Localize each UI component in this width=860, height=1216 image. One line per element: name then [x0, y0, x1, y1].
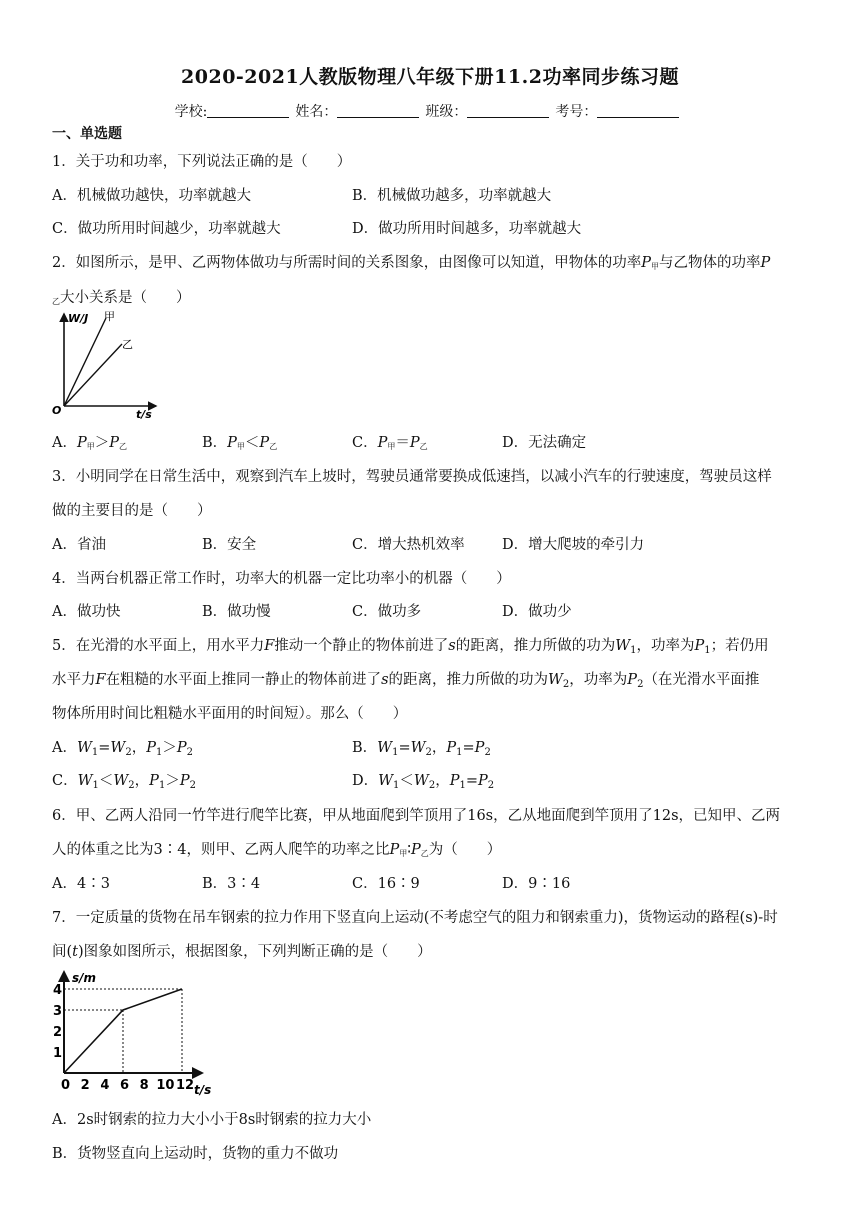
- name-label: 姓名：: [295, 104, 338, 120]
- name-blank[interactable]: [337, 103, 419, 118]
- q2-line-jia: [64, 318, 106, 406]
- q2-work-time-graph: [52, 308, 162, 423]
- q7-x-tick-label: 12: [176, 1078, 195, 1093]
- q1-option-d: D．做功所用时间越多，功率就越大: [352, 221, 582, 237]
- q7-x-tick-label: 0: [61, 1078, 71, 1093]
- q3-option-c: C．增大热机效率: [352, 537, 465, 553]
- q4-option-c: C．做功多: [352, 604, 422, 620]
- q1-option-b: B．机械做功越多，功率就越大: [352, 188, 552, 204]
- q1-option-c: C．做功所用时间越少，功率就越大: [52, 221, 281, 237]
- q4-stem: 4．当两台机器正常工作时，功率大的机器一定比功率小的机器（ ）: [52, 571, 511, 587]
- q4-option-d: D．做功少: [502, 604, 572, 620]
- q7-x-tick-label: 10: [156, 1078, 175, 1093]
- q2-line-yi: [64, 344, 122, 406]
- q7-y-tick-label: 4: [53, 983, 63, 998]
- q7-stem-line2: 间(t)图象如图所示，根据图象，下列判断正确的是（ ）: [52, 944, 432, 960]
- class-label: 班级：: [425, 104, 468, 120]
- q2-stem-line1: 2．如图所示，是甲、乙两物体做功与所需时间的关系图象，由图像可以知道，甲物体的功率$P_甲$与乙物体的功率P: [52, 255, 771, 271]
- q2-line-jia-label: 甲: [104, 310, 115, 323]
- q7-stem-line1: 7．一定质量的货物在吊车钢索的拉力作用下竖直向上运动(不考虑空气的阻力和钢索重力)，货物运动的路程(s)-时: [52, 910, 778, 926]
- q7-y-tick-label: 1: [53, 1046, 63, 1061]
- q2-x-label: t/s: [136, 408, 152, 421]
- q6-option-c: C．16∶9: [352, 876, 420, 892]
- q5-option-c: C．$W_1<W_2$，$P_1>P_2$: [52, 773, 196, 791]
- q3-option-d: D．增大爬坡的牵引力: [502, 537, 645, 553]
- q5-option-a: A．$W_1=W_2$，$P_1>P_2$: [52, 740, 193, 758]
- q7-x-label: t/s: [194, 1083, 212, 1096]
- q5-stem-line3: 物体所用时间比粗糙水平面用的时间短）。那么（ ）: [52, 706, 408, 722]
- q2-option-a: A．$P_甲>P_乙$: [52, 435, 128, 451]
- q7-y-tick-label: 3: [53, 1004, 63, 1019]
- q1-option-a: A．机械做功越快，功率就越大: [52, 188, 251, 204]
- q7-y-label: s/m: [72, 971, 97, 985]
- q2-option-b: B．$P_甲<P_乙$: [202, 435, 278, 451]
- school-blank[interactable]: [207, 103, 289, 118]
- q6-stem-line1: 6．甲、乙两人沿同一竹竿进行爬竿比赛，甲从地面爬到竿顶用了16s，乙从地面爬到竿顶用了12s，已知甲、乙两: [52, 808, 781, 824]
- school-label: 学校:: [174, 104, 208, 120]
- q6-option-d: D．9∶16: [502, 876, 571, 892]
- q3-option-b: B．安全: [202, 537, 257, 553]
- q7-x-tick-label: 4: [100, 1078, 110, 1093]
- q7-x-tick-label: 8: [139, 1078, 149, 1093]
- class-blank[interactable]: [467, 103, 549, 118]
- q2-origin-label: O: [52, 404, 62, 417]
- q7-option-a: A．2s时钢索的拉力大小小于8s时钢索的拉力大小: [52, 1112, 372, 1128]
- q7-x-tick-label: 6: [120, 1078, 130, 1093]
- q6-option-a: A．4∶3: [52, 876, 110, 892]
- q7-x-tick-label: 2: [80, 1078, 90, 1093]
- q5-stem-line2: 水平力F在粗糙的水平面上推同一静止的物体前进了s的距离，推力所做的功为$W_2$，功率为$P_2$（在光滑水平面推: [52, 672, 760, 690]
- q2-stem-line2: $_乙$大小关系是（ ）: [52, 290, 191, 306]
- page-title: 2020-2021人教版物理八年级下册11.2功率同步练习题: [181, 66, 679, 88]
- q2-option-d: D．无法确定: [502, 435, 587, 451]
- q1-stem: 1．关于功和功率，下列说法正确的是（ ）: [52, 154, 352, 170]
- q7-option-b: B．货物竖直向上运动时，货物的重力不做功: [52, 1146, 339, 1162]
- q2-y-label: W/J: [68, 312, 89, 325]
- q4-option-b: B．做功慢: [202, 604, 271, 620]
- q2-option-c: C．$P_甲=P_乙$: [352, 435, 428, 451]
- q5-option-d: D．$W_1<W_2$，$P_1=P_2$: [352, 773, 495, 791]
- exam-no-label: 考号：: [555, 104, 598, 120]
- exam-no-blank[interactable]: [597, 103, 679, 118]
- q4-option-a: A．做功快: [52, 604, 121, 620]
- q3-option-a: A．省油: [52, 537, 106, 553]
- q7-y-tick-label: 2: [53, 1025, 63, 1040]
- q2-line-yi-label: 乙: [122, 338, 133, 351]
- student-info-line: [0, 101, 860, 121]
- q7-distance-time-chart: [50, 966, 220, 1096]
- q5-stem-line1: 5．在光滑的水平面上，用水平力F推动一个静止的物体前进了s的距离，推力所做的功为$W_1$，功率为$P_1$；若仍用: [52, 638, 769, 656]
- q3-stem-line2: 做的主要目的是（ ）: [52, 503, 212, 519]
- q3-stem-line1: 3．小明同学在日常生活中，观察到汽车上坡时，驾驶员通常要换成低速挡，以减小汽车的行驶速度，驾驶员这样: [52, 469, 772, 485]
- q5-option-b: B．$W_1=W_2$，$P_1=P_2$: [352, 740, 491, 758]
- q6-stem-line2: 人的体重之比为3∶4，则甲、乙两人爬竿的功率之比$P_甲∶P_乙$为（ ）: [52, 842, 502, 858]
- q6-option-b: B．3∶4: [202, 876, 261, 892]
- section-heading: 一、单选题: [52, 126, 122, 142]
